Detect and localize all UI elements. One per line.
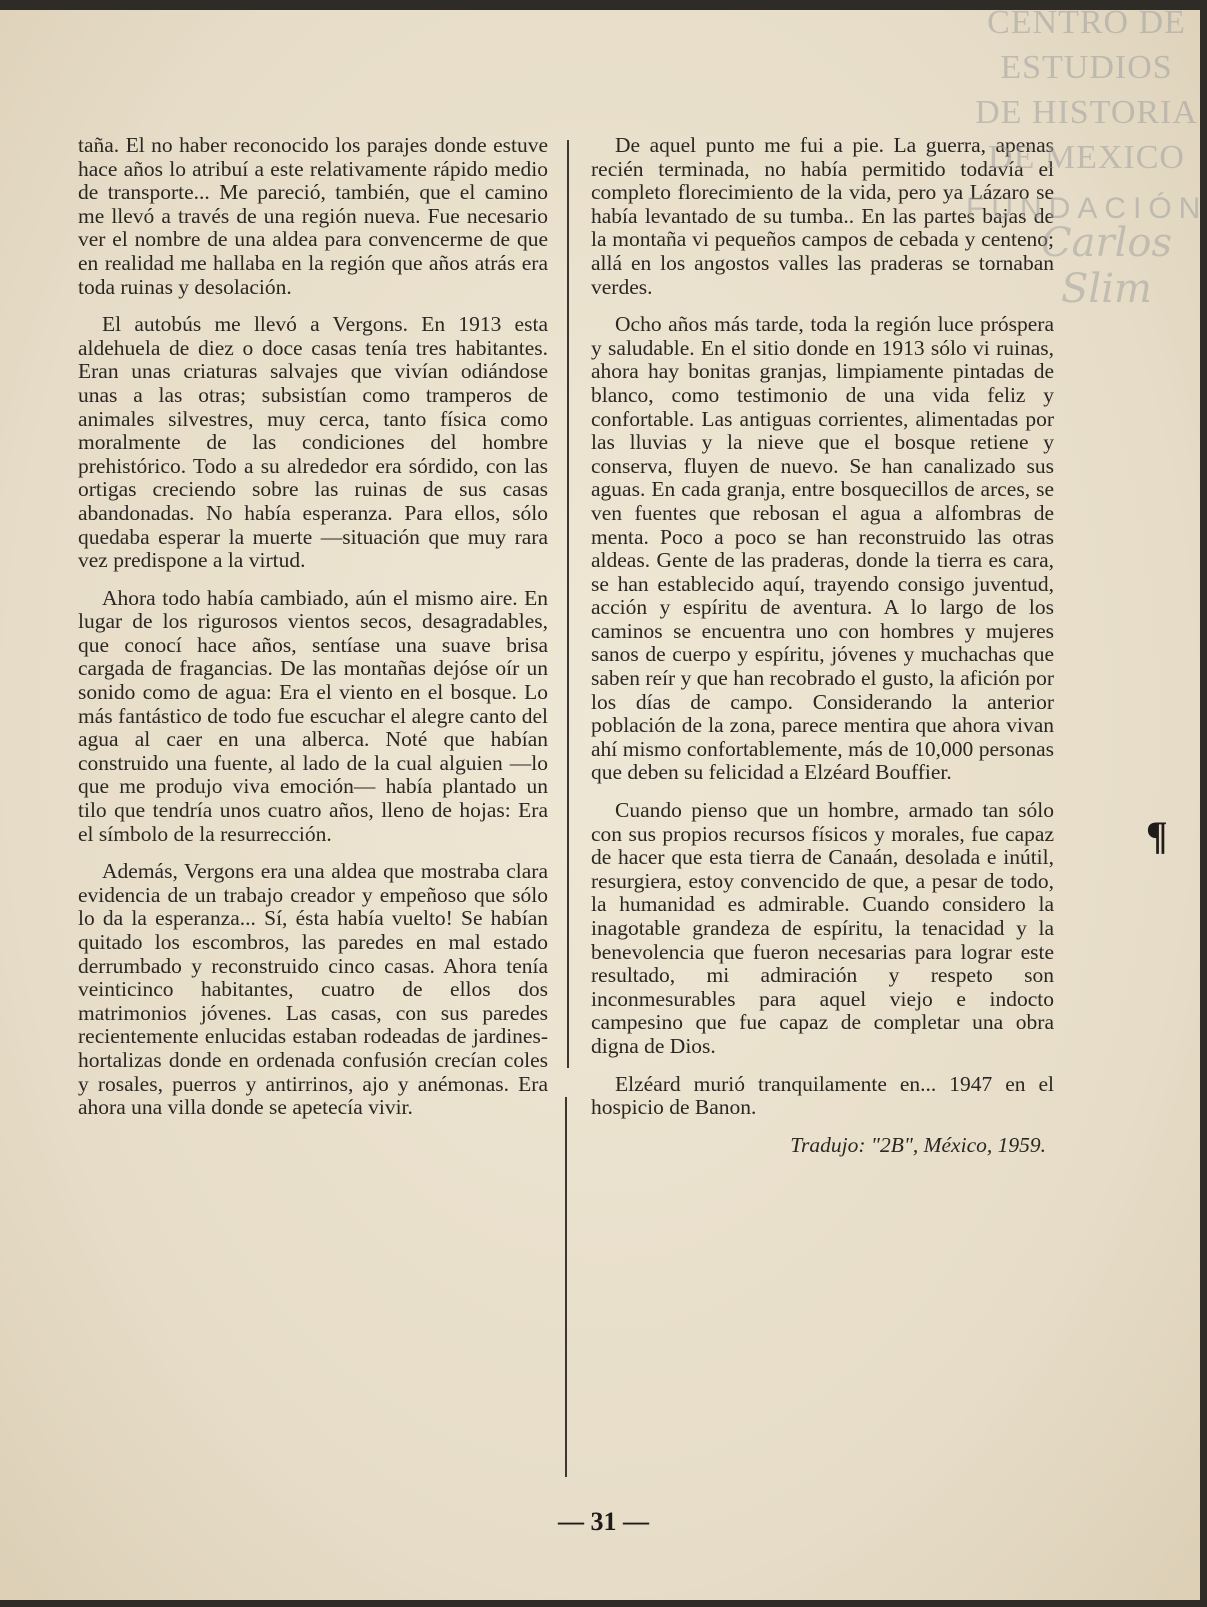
paragraph: Ahora todo había cambiado, aún el mismo aire. En lugar de los rigurosos vientos secos, desagradables, que conocí hace años, sentíase una suave brisa cargada de fragancias. De las montañas dejóse oír un sonido como de agua: Era el viento en el bosque. Lo más fantástico de todo fue escuchar el alegre canto del agua al caer en una alberca. Noté que habían construido una fuente, al lado de la cual alguien —lo que me produjo viva emoción— había plantado un tilo que tendría unos cuatro años, lleno de hojas: Era el símbolo de la resurrección. <box>78 585 548 846</box>
paragraph: taña. El no haber reconocido los parajes donde estuve hace años lo atribuí a este relativamente rápido medio de transporte... Me pareció, también, que el camino me llevó a través de una región nueva. Fue necesario ver el nombre de una aldea para convencerme de que en realidad me hallaba en la región que años atrás era toda ruinas y desolación. <box>78 133 548 299</box>
paragraph: El autobús me llevó a Vergons. En 1913 esta aldehuela de diez o doce casas tenía tres habitantes. Eran unas criaturas salvajes que vivían odiándose unas a las otras; subsistían como tramperos de animales silvestres, muy cerca, tanto física como moralmente de las condiciones del hombre prehistórico. Todo a su alrededor era sórdido, con las ortigas creciendo sobre las ruinas de sus casas abandonadas. No había esperanza. Para ellos, sólo quedaba esperar la muerte —situación que muy rara vez predispone a la virtud. <box>78 312 548 573</box>
archive-watermark <box>966 0 1207 312</box>
translation-credit: Tradujo: "2B", México, 1959. <box>790 1132 1046 1157</box>
page-number: — 31 — <box>558 1507 649 1536</box>
column-divider-lower <box>565 1097 567 1477</box>
watermark-line: CENTRO DE <box>987 4 1186 41</box>
column-divider <box>567 140 569 1068</box>
margin-mark: ¶ <box>1146 813 1168 858</box>
paragraph: Cuando pienso que un hombre, armado tan sólo con sus propios recursos físicos y morales, fue capaz de hacer que esta tierra de Canaán, desolada e inútil, resurgiera, estoy convencido de que, a pesar de todo, la humanidad es admirable. Cuando considero la inagotable grandeza de espíritu, la tenacidad y la benevolencia que fueron necesarias para lograr este resultado, mi admiración y respeto son inconmesurables para aquel viejo e indocto campesino que fue capaz de completar una obra digna de Dios. <box>591 798 1054 1058</box>
watermark-line: ESTUDIOS <box>1000 49 1173 86</box>
watermark-line: DE HISTORIA <box>975 94 1198 131</box>
watermark-line: DE MEXICO <box>988 139 1185 176</box>
paragraph: Además, Vergons era una aldea que mostraba clara evidencia de un trabajo creador y empeñoso que sólo lo da la esperanza... Sí, ésta había vuelto! Se habían quitado los escombros, las paredes en mal estado derrumbado y reconstruido cinco casas. Ahora tenía veinticinco habitantes, cuatro de ellos dos matrimonios jóvenes. Las casas, con sus paredes recientemente enlucidas estaban rodeadas de jardines-hortalizas donde en ordenada confusión crecían coles y rosales, puerros y antirrinos, ajo y anémonas. Era ahora una villa donde se apetecía vivir. <box>78 859 548 1120</box>
watermark-signature: Carlos Slim <box>1041 220 1172 312</box>
paragraph: De aquel punto me fui a pie. La guerra, apenas recién terminada, no había permitido todavía el completo florecimiento de la vida, pero ya Lázaro se había levantado de su tumba.. En las partes bajas de la montaña vi pequeños campos de cebada y centeno; allá en los angostos valles las praderas se tornaban verdes. <box>591 133 1054 299</box>
paragraph: Ocho años más tarde, toda la región luce próspera y saludable. En el sitio donde en 1913 sólo vi ruinas, ahora hay bonitas granjas, limpiamente pintadas de blanco, como testimonio de una vida feliz y confortable. Las antiguas corrientes, alimentadas por las lluvias y la nieve que el bosque retiene y conserva, fluyen de nuevo. Se han canalizado sus aguas. En cada granja, entre bosquecillos de arces, se ven fuentes que rebosan el agua a alfombras de menta. Poco a poco se han reconstruido las otras aldeas. Gente de las praderas, donde la tierra es cara, se han establecido aquí, trayendo consigo juventud, acción y espíritu de aventura. A lo largo de los caminos se encuentra uno con hombres y mujeres sanos de cuerpo y espíritu, jóvenes y muchachas que saben reír y que han recobrado el gusto, la afición por los días de campo. Considerando la anterior población de la zona, parece mentira que ahora vivan ahí mismo confortablemente, más de 10,000 personas que deben su felicidad a Elzéard Bouffier. <box>591 312 1054 785</box>
watermark-foundation: FUNDACIÓN <box>966 192 1207 225</box>
left-column <box>78 134 548 1134</box>
paragraph: Elzéard murió tranquilamente en... 1947 en el hospicio de Banon. <box>591 1071 1054 1120</box>
